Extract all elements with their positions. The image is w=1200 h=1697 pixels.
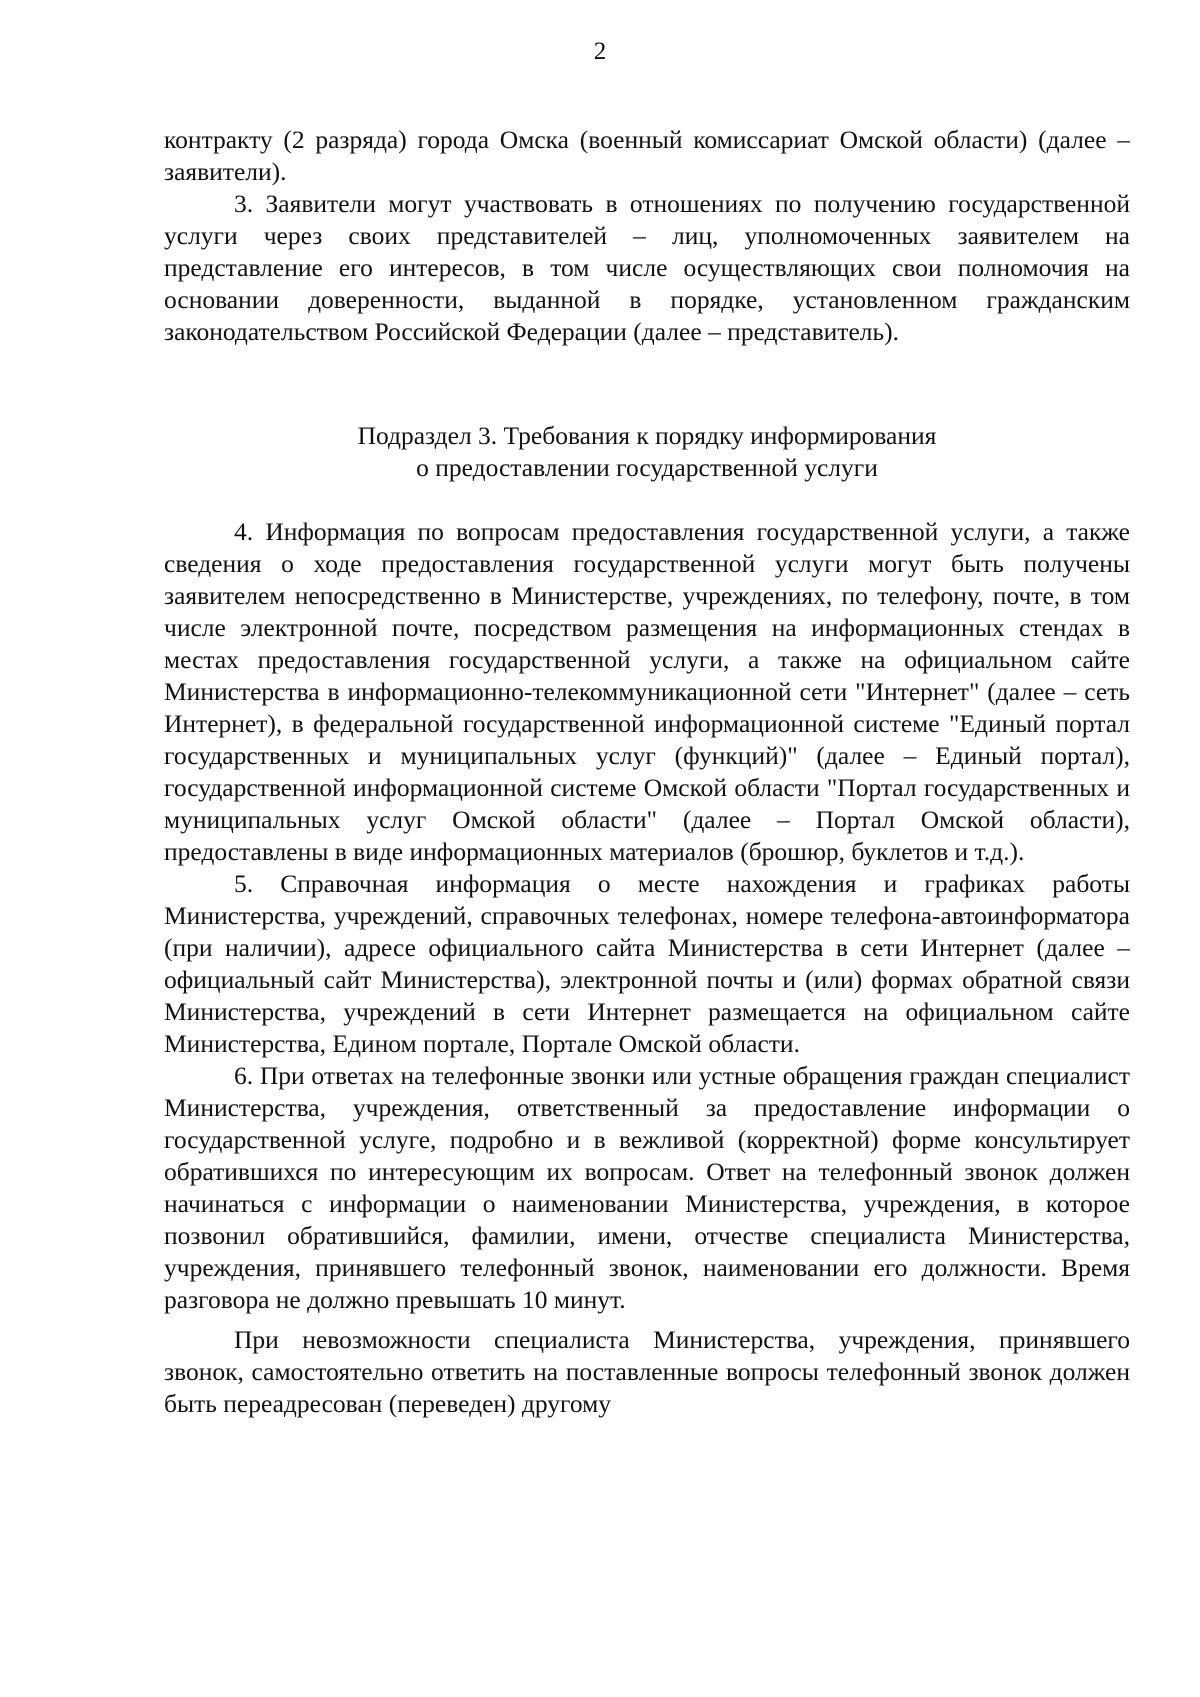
main-text-block [164,516,1130,1420]
paragraph-continuation: контракту (2 разряда) города Омска (военный комиссариат Омской области) (далее – заявители). [164,125,1130,186]
section-heading-line-2: о предоставлении государственной услуги [416,453,878,482]
paragraph-6-continuation: При невозможности специалиста Министерства, учреждения, принявшего звонок, самостоятельно ответить на поставленные вопросы телефонный звонок должен быть переадресован (переведен) другому [164,1325,1130,1418]
paragraph-6: 6. При ответах на телефонные звонки или устные обращения граждан специалист Министерства, учреждения, ответственный за предоставление информации о государственной услуге, подробно и в вежливой (корректной) форме консультирует обратившихся по интересующим их вопросам. Ответ на телефонный звонок должен начинаться с информации о наименовании Министерства, учреждения, в которое позвонил обратившийся, фамилии, имени, отчестве специалиста Министерства, учреждения, принявшего телефонный звонок, наименовании его должности. Время разговора не должно превышать 10 минут. [164,1061,1130,1314]
paragraph-4: 4. Информация по вопросам предоставления государственной услуги, а также сведения о ходе предоставления государственной услуги могут быть получены заявителем непосредственно в Министерстве, учреждениях, по телефону, почте, в том числе электронной почте, посредством размещения на информационных стендах в местах предоставления государственной услуги, а также на официальном сайте Министерства в информационно-телекоммуникационной сети "Интернет" (далее – сеть Интернет), в федеральной государственной информационной системе "Единый портал государственных и муниципальных услуг (функций)" (далее – Единый портал), государственной информационной системе Омской области "Портал государственных и муниципальных услуг Омской области" (далее – Портал Омской области), предоставлены в виде информационных материалов (брошюр, буклетов и т.д.). [164,517,1130,866]
section-heading-line-1: Подраздел 3. Требования к порядку информирования [357,421,937,450]
section-heading [164,420,1130,484]
page-number: 2 [593,38,607,65]
paragraph-5: 5. Справочная информация о месте нахождения и графиках работы Министерства, учреждений, справочных телефонах, номере телефона-автоинформатора (при наличии), адресе официального сайта Министерства в сети Интернет (далее – официальный сайт Министерства), электронной почты и (или) формах обратной связи Министерства, учреждений в сети Интернет размещается на официальном сайте Министерства, Едином портале, Портале Омской области. [164,869,1130,1058]
top-text-block [164,124,1130,348]
paragraph-3: 3. Заявители могут участвовать в отношениях по получению государственной услуги через своих представителей – лиц, уполномоченных заявителем на представление его интересов, в том числе осуществляющих свои полномочия на основании доверенности, выданной в порядке, установленном гражданским законодательством Российской Федерации (далее – представитель). [164,189,1130,346]
